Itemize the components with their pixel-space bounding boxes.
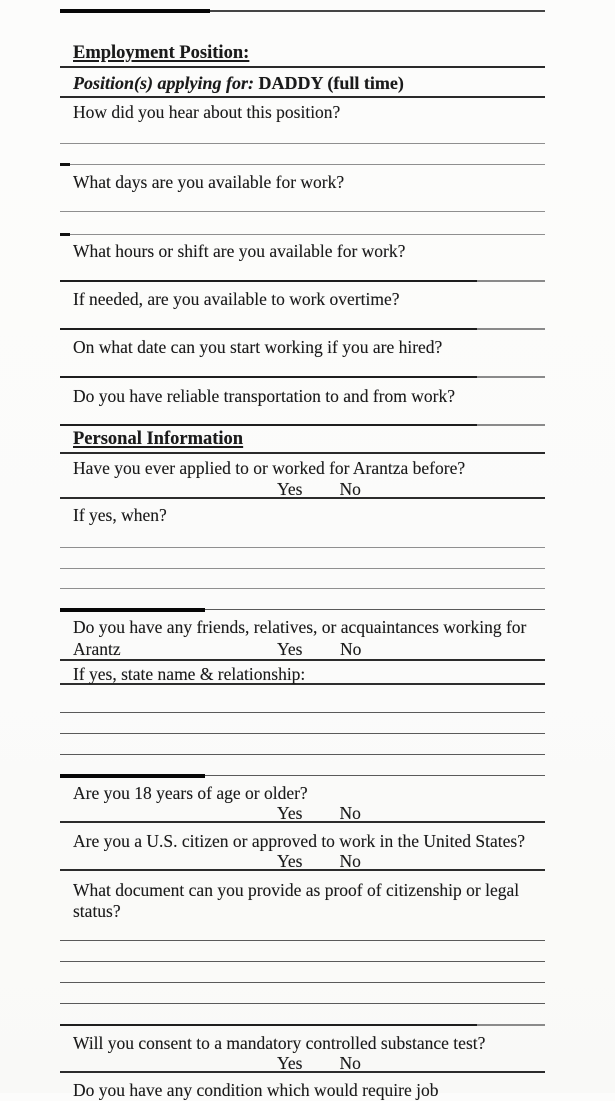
position-applying-row bbox=[60, 72, 545, 98]
answer-line bbox=[60, 280, 545, 282]
page-top-rule bbox=[60, 10, 545, 12]
answer-line bbox=[60, 712, 545, 713]
answer-line bbox=[60, 164, 545, 165]
question-age-18: Are you 18 years of age or older? bbox=[73, 783, 308, 803]
yes-option-label: Yes bbox=[277, 1053, 303, 1073]
question-hear-about: How did you hear about this position? bbox=[73, 102, 341, 122]
employment-section-heading-row bbox=[60, 42, 545, 68]
yes-no-row-applied-before bbox=[60, 479, 545, 499]
yes-no-row-us-citizen bbox=[60, 851, 545, 871]
no-option-label: No bbox=[339, 803, 361, 823]
question-friends-relatives: Do you have any friends, relatives, or acquaintances working for bbox=[73, 617, 527, 637]
question-proof-document: What document can you provide as proof of citizenship or legal status? bbox=[73, 880, 520, 921]
answer-line bbox=[60, 547, 545, 548]
answer-line bbox=[60, 754, 545, 755]
yes-no-row-friends-relatives bbox=[60, 639, 545, 661]
question-condition-clipped: Do you have any condition which would require job bbox=[73, 1080, 439, 1100]
question-days-available: What days are you available for work? bbox=[73, 172, 345, 192]
answer-line bbox=[60, 211, 545, 212]
employment-section-heading: Employment Position: bbox=[73, 43, 250, 63]
answer-line bbox=[60, 424, 545, 426]
personal-section-heading: Personal Information bbox=[73, 429, 244, 449]
question-substance-test: Will you consent to a mandatory controlled substance test? bbox=[73, 1033, 486, 1053]
answer-line bbox=[60, 568, 545, 569]
answer-line bbox=[60, 940, 545, 941]
yes-no-row-age-18 bbox=[60, 803, 545, 823]
no-option-label: No bbox=[340, 639, 362, 659]
answer-line bbox=[60, 143, 545, 144]
yes-option-label: Yes bbox=[277, 851, 303, 871]
answer-line bbox=[60, 1003, 545, 1004]
personal-section-heading-row bbox=[60, 428, 545, 454]
yes-option-label: Yes bbox=[277, 479, 303, 499]
answer-line bbox=[60, 1024, 545, 1026]
answer-line bbox=[60, 733, 545, 734]
answer-line bbox=[60, 588, 545, 589]
answer-line bbox=[60, 328, 545, 330]
yes-option-label: Yes bbox=[277, 639, 303, 659]
no-option-label: No bbox=[339, 479, 361, 499]
answer-line bbox=[60, 609, 545, 610]
position-applying-label: Position(s) applying for: bbox=[73, 73, 255, 93]
question-name-relationship bbox=[60, 664, 545, 685]
position-applying-value: DADDY (full time) bbox=[258, 73, 404, 93]
answer-line bbox=[60, 376, 545, 378]
question-us-citizen: Are you a U.S. citizen or approved to work in the United States? bbox=[73, 831, 525, 851]
question-if-yes-when: If yes, when? bbox=[73, 505, 167, 525]
answer-line bbox=[60, 234, 545, 235]
no-option-label: No bbox=[339, 851, 361, 871]
question-start-date: On what date can you start working if you are hired? bbox=[73, 337, 443, 357]
answer-line bbox=[60, 775, 545, 776]
question-friends-relatives-continued: Arantz bbox=[73, 639, 121, 659]
answer-line bbox=[60, 961, 545, 962]
yes-no-row-substance-test bbox=[60, 1053, 545, 1073]
question-hours-shift: What hours or shift are you available for work? bbox=[73, 241, 406, 261]
question-applied-before: Have you ever applied to or worked for Arantza before? bbox=[73, 458, 466, 478]
answer-line bbox=[60, 982, 545, 983]
yes-option-label: Yes bbox=[277, 803, 303, 823]
question-transportation: Do you have reliable transportation to and from work? bbox=[73, 386, 455, 406]
question-overtime: If needed, are you available to work overtime? bbox=[73, 289, 400, 309]
no-option-label: No bbox=[339, 1053, 361, 1073]
question-name-relationship-label: If yes, state name & relationship: bbox=[73, 664, 306, 684]
